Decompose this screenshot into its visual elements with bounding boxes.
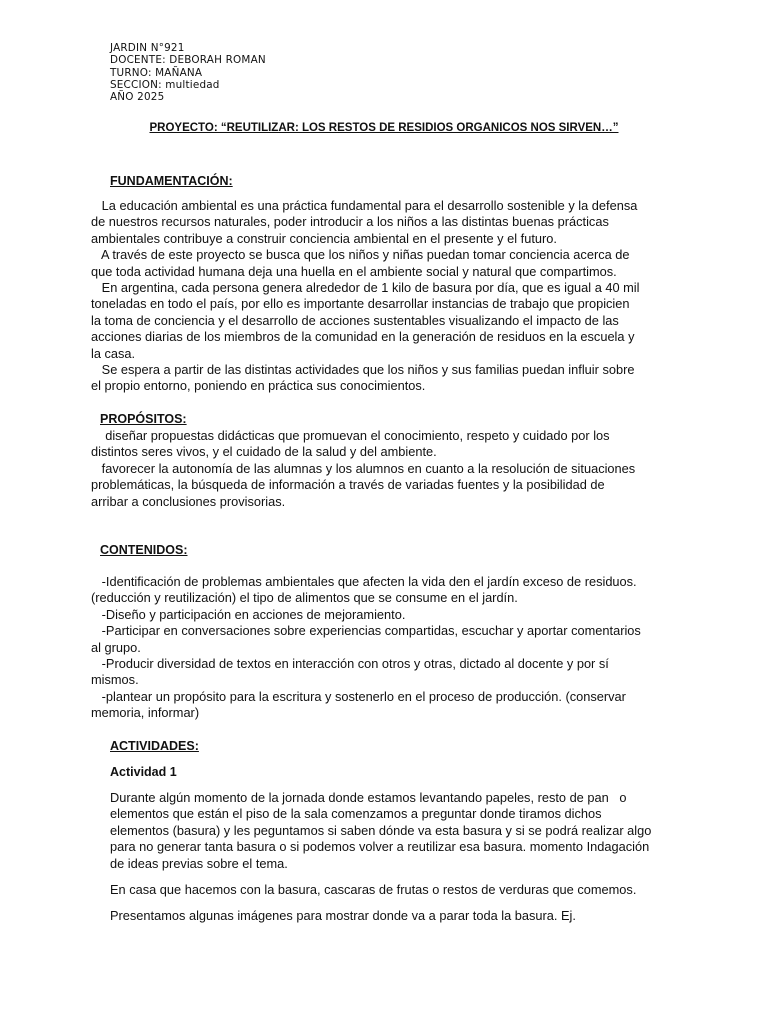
activity-1-title: Actividad 1 [110, 765, 177, 779]
paragraph-line: distintos seres vivos, y el cuidado de la salud y del ambiente. [91, 444, 437, 460]
paragraph-line: Presentamos algunas imágenes para mostrar donde va a parar toda la basura. Ej. [110, 908, 576, 923]
paragraph-line: al grupo. [91, 639, 141, 655]
paragraph-line: elementos que están el piso de la sala comenzamos a preguntar donde tiramos dichos [110, 806, 602, 822]
paragraph-line: problemáticas, la búsqueda de información a través de variadas fuentes y la posibilidad de [91, 477, 605, 493]
paragraph-line: En argentina, cada persona genera alrededor de 1 kilo de basura por día, que es igual a 40 mil [91, 280, 640, 296]
activity-1-paragraph-3 [110, 908, 658, 924]
paragraph-line: ambientales contribuye a construir conciencia ambiental en el presente y el futuro. [91, 230, 557, 246]
paragraph-line: que toda actividad humana deja una huella en el ambiente social y natural que compartimos. [91, 263, 617, 279]
activity-1-paragraph-2 [110, 882, 658, 898]
paragraph-line: diseñar propuestas didácticas que promuevan el conocimiento, respeto y cuidado por los [91, 428, 610, 443]
paragraph-line: memoria, informar) [91, 705, 200, 721]
header-turno: TURNO: MAÑANA [110, 66, 203, 79]
paragraph-line: toneladas en todo el país, por ello es importante desarrollar instancias de trabajo que propicien [91, 296, 630, 312]
paragraph-line: acciones diarias de los miembros de la comunidad en la generación de residuos en la escuela y [91, 329, 635, 345]
paragraph-line: de nuestros recursos naturales, poder introducir a los niños a las distintas buenas prácticas [91, 214, 609, 230]
paragraph-line: la casa. [91, 345, 136, 361]
paragraph-line: -Identificación de problemas ambientales que afecten la vida den el jardín exceso de residuos. [91, 574, 637, 589]
heading-actividades: ACTIVIDADES: [110, 739, 199, 753]
project-title: PROYECTO: “REUTILIZAR: LOS RESTOS DE RESIDIOS ORGANICOS NOS SIRVEN…” [149, 122, 619, 134]
paragraph-line: elementos (basura) y les peguntamos si saben dónde va esta basura y si se podrá realizar algo [110, 822, 652, 838]
paragraph-line: arribar a conclusiones provisorias. [91, 493, 286, 509]
paragraph-line: -Diseño y participación en acciones de mejoramiento. [91, 606, 406, 622]
paragraph-line: para no generar tanta basura o si podemos volver a reutilizar esa basura. momento Indagación [110, 839, 650, 855]
propositos-body [91, 428, 651, 510]
paragraph-line: Se espera a partir de las distintas actividades que los niños y sus familias puedan influir sobre [91, 362, 635, 378]
paragraph-line: favorecer la autonomía de las alumnas y los alumnos en cuanto a la resolución de situaciones [91, 460, 636, 476]
paragraph-line: -Producir diversidad de textos en interacción con otros y otras, dictado al docente y por sí [91, 656, 609, 672]
header-jardin: JARDIN N°921 [110, 42, 185, 54]
paragraph-line: (reducción y reutilización) el tipo de alimentos que se consume en el jardín. [91, 590, 518, 606]
heading-fundamentacion: FUNDAMENTACIÓN: [110, 174, 233, 188]
paragraph-line: -plantear un propósito para la escritura y sostenerlo en el proceso de producción. (conservar [91, 688, 626, 704]
activity-1-paragraph-1 [110, 790, 658, 872]
paragraph-line: Durante algún momento de la jornada donde estamos levantando papeles, resto de pan o [110, 790, 627, 805]
paragraph-line: A través de este proyecto se busca que los niños y niñas puedan tomar conciencia acerca de [91, 247, 630, 263]
header-docente: DOCENTE: DEBORAH ROMAN [110, 54, 266, 67]
paragraph-line: el propio entorno, poniendo en práctica sus conocimientos. [91, 378, 426, 394]
paragraph-line: -Participar en conversaciones sobre experiencias compartidas, escuchar y aportar comentarios [91, 623, 641, 639]
paragraph-line: La educación ambiental es una práctica fundamental para el desarrollo sostenible y la defensa [91, 198, 638, 213]
paragraph-line: de ideas previas sobre el tema. [110, 855, 288, 871]
header-seccion: SECCION: multiedad [110, 78, 220, 91]
paragraph-line: la toma de conciencia y el desarrollo de acciones sustentables visualizando el impacto de las [91, 312, 619, 328]
document-header [110, 42, 266, 103]
header-anio: AÑO 2025 [110, 91, 165, 104]
heading-propositos: PROPÓSITOS: [100, 412, 187, 426]
paragraph-line: mismos. [91, 672, 139, 688]
fundamentacion-body [91, 198, 651, 395]
paragraph-line: En casa que hacemos con la basura, cascaras de frutas o restos de verduras que comemos. [110, 882, 637, 897]
contenidos-body [91, 574, 651, 722]
heading-contenidos: CONTENIDOS: [100, 543, 188, 557]
